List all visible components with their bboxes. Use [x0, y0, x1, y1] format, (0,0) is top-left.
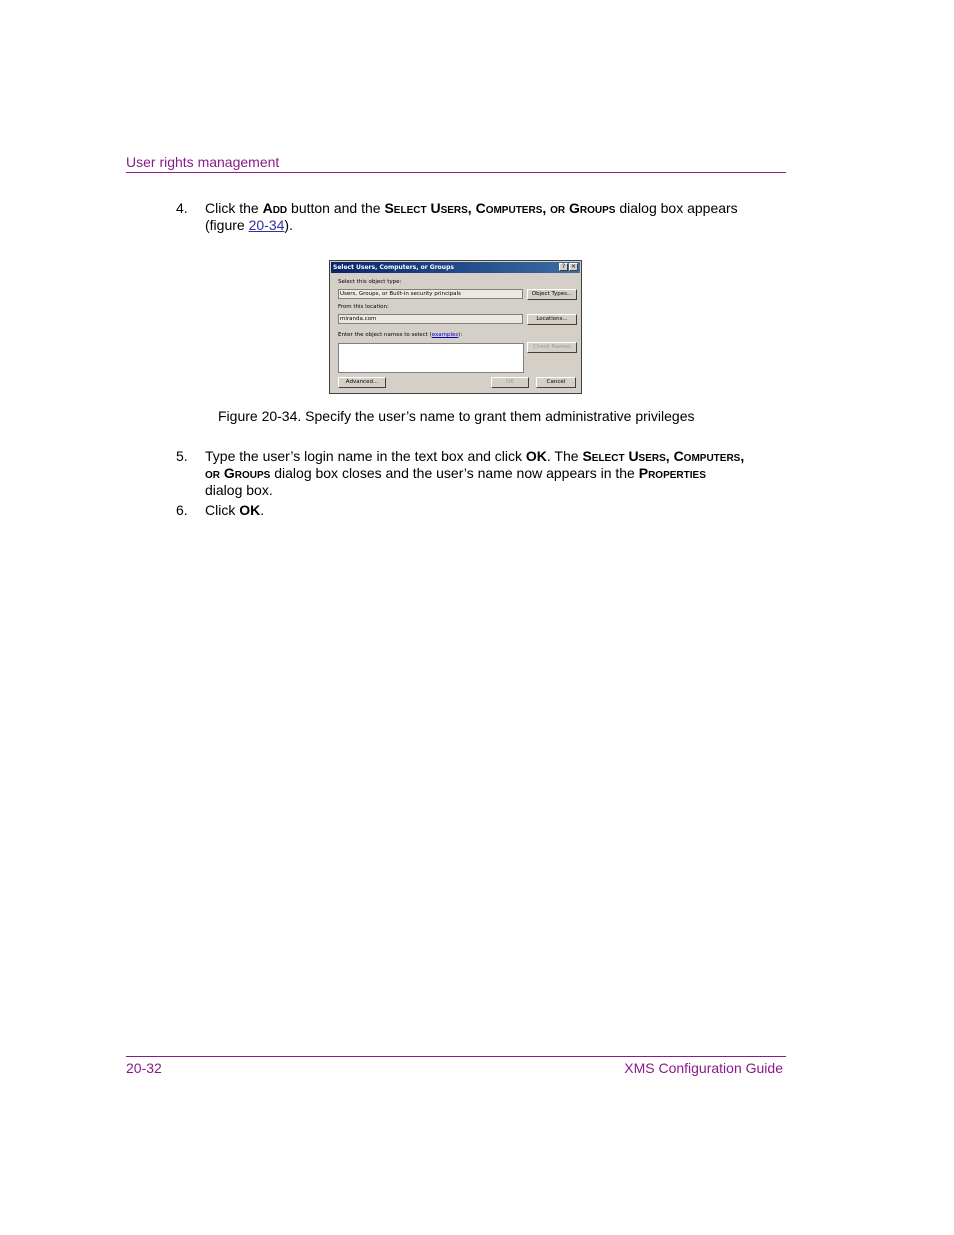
- text-run: ).: [284, 217, 293, 233]
- examples-link[interactable]: examples: [431, 332, 459, 338]
- object-types-button[interactable]: Object Types...: [527, 289, 577, 300]
- ui-term: Add: [262, 200, 288, 216]
- location-field: miranda.com: [338, 314, 523, 324]
- text-run: button and the: [287, 200, 385, 216]
- step-number: 4.: [176, 200, 188, 216]
- select-users-dialog: [329, 260, 582, 394]
- label-text: Enter the object names to select (: [338, 332, 432, 338]
- text-run: dialog box appears (figure: [205, 200, 738, 233]
- check-names-button[interactable]: Check Names: [527, 342, 577, 353]
- guide-title: XMS Configuration Guide: [624, 1060, 783, 1076]
- step-number: 6.: [176, 502, 188, 518]
- ui-term: OK: [239, 502, 261, 518]
- step-text: [205, 448, 745, 499]
- advanced-button[interactable]: Advanced...: [338, 377, 386, 388]
- footer-rule: [126, 1056, 786, 1057]
- section-title: User rights management: [126, 154, 280, 170]
- text-run: Click: [205, 502, 240, 518]
- locations-button[interactable]: Locations...: [527, 314, 577, 325]
- names-label: [338, 332, 462, 338]
- ui-term: Select Users, Computers, or Groups: [205, 448, 745, 481]
- text-run: .: [260, 502, 265, 518]
- ok-button[interactable]: OK: [491, 377, 529, 388]
- figure-caption: Figure 20-34. Specify the user’s name to grant them administrative privileges: [218, 408, 695, 424]
- text-run: dialog box closes and the user’s name now appears in the: [270, 465, 639, 481]
- object-names-input[interactable]: [338, 343, 524, 373]
- text-run: dialog box.: [205, 482, 273, 498]
- step-text: [205, 502, 745, 519]
- location-label: From this location:: [338, 304, 389, 310]
- text-run: Click the: [205, 200, 263, 216]
- text-run: Type the user’s login name in the text box and click: [205, 448, 526, 464]
- cancel-button[interactable]: Cancel: [536, 377, 576, 388]
- close-icon[interactable]: ×: [570, 263, 577, 270]
- ui-term: OK: [525, 448, 547, 464]
- figure-link[interactable]: 20-34: [248, 217, 285, 233]
- page-number: 20-32: [126, 1060, 162, 1076]
- object-type-label: Select this object type:: [338, 279, 402, 285]
- label-text: ):: [458, 332, 463, 338]
- object-type-field: Users, Groups, or Built-in security principals: [338, 289, 523, 299]
- dialog-titlebar: [331, 262, 580, 273]
- text-run: . The: [546, 448, 583, 464]
- dialog-title: Select Users, Computers, or Groups: [333, 264, 454, 271]
- help-icon[interactable]: ?: [559, 263, 568, 271]
- ui-term: Select Users, Computers, or Groups: [384, 200, 616, 216]
- header-rule: [126, 172, 786, 173]
- step-number: 5.: [176, 448, 188, 464]
- step-text: [205, 200, 745, 234]
- ui-term: Properties: [638, 465, 706, 481]
